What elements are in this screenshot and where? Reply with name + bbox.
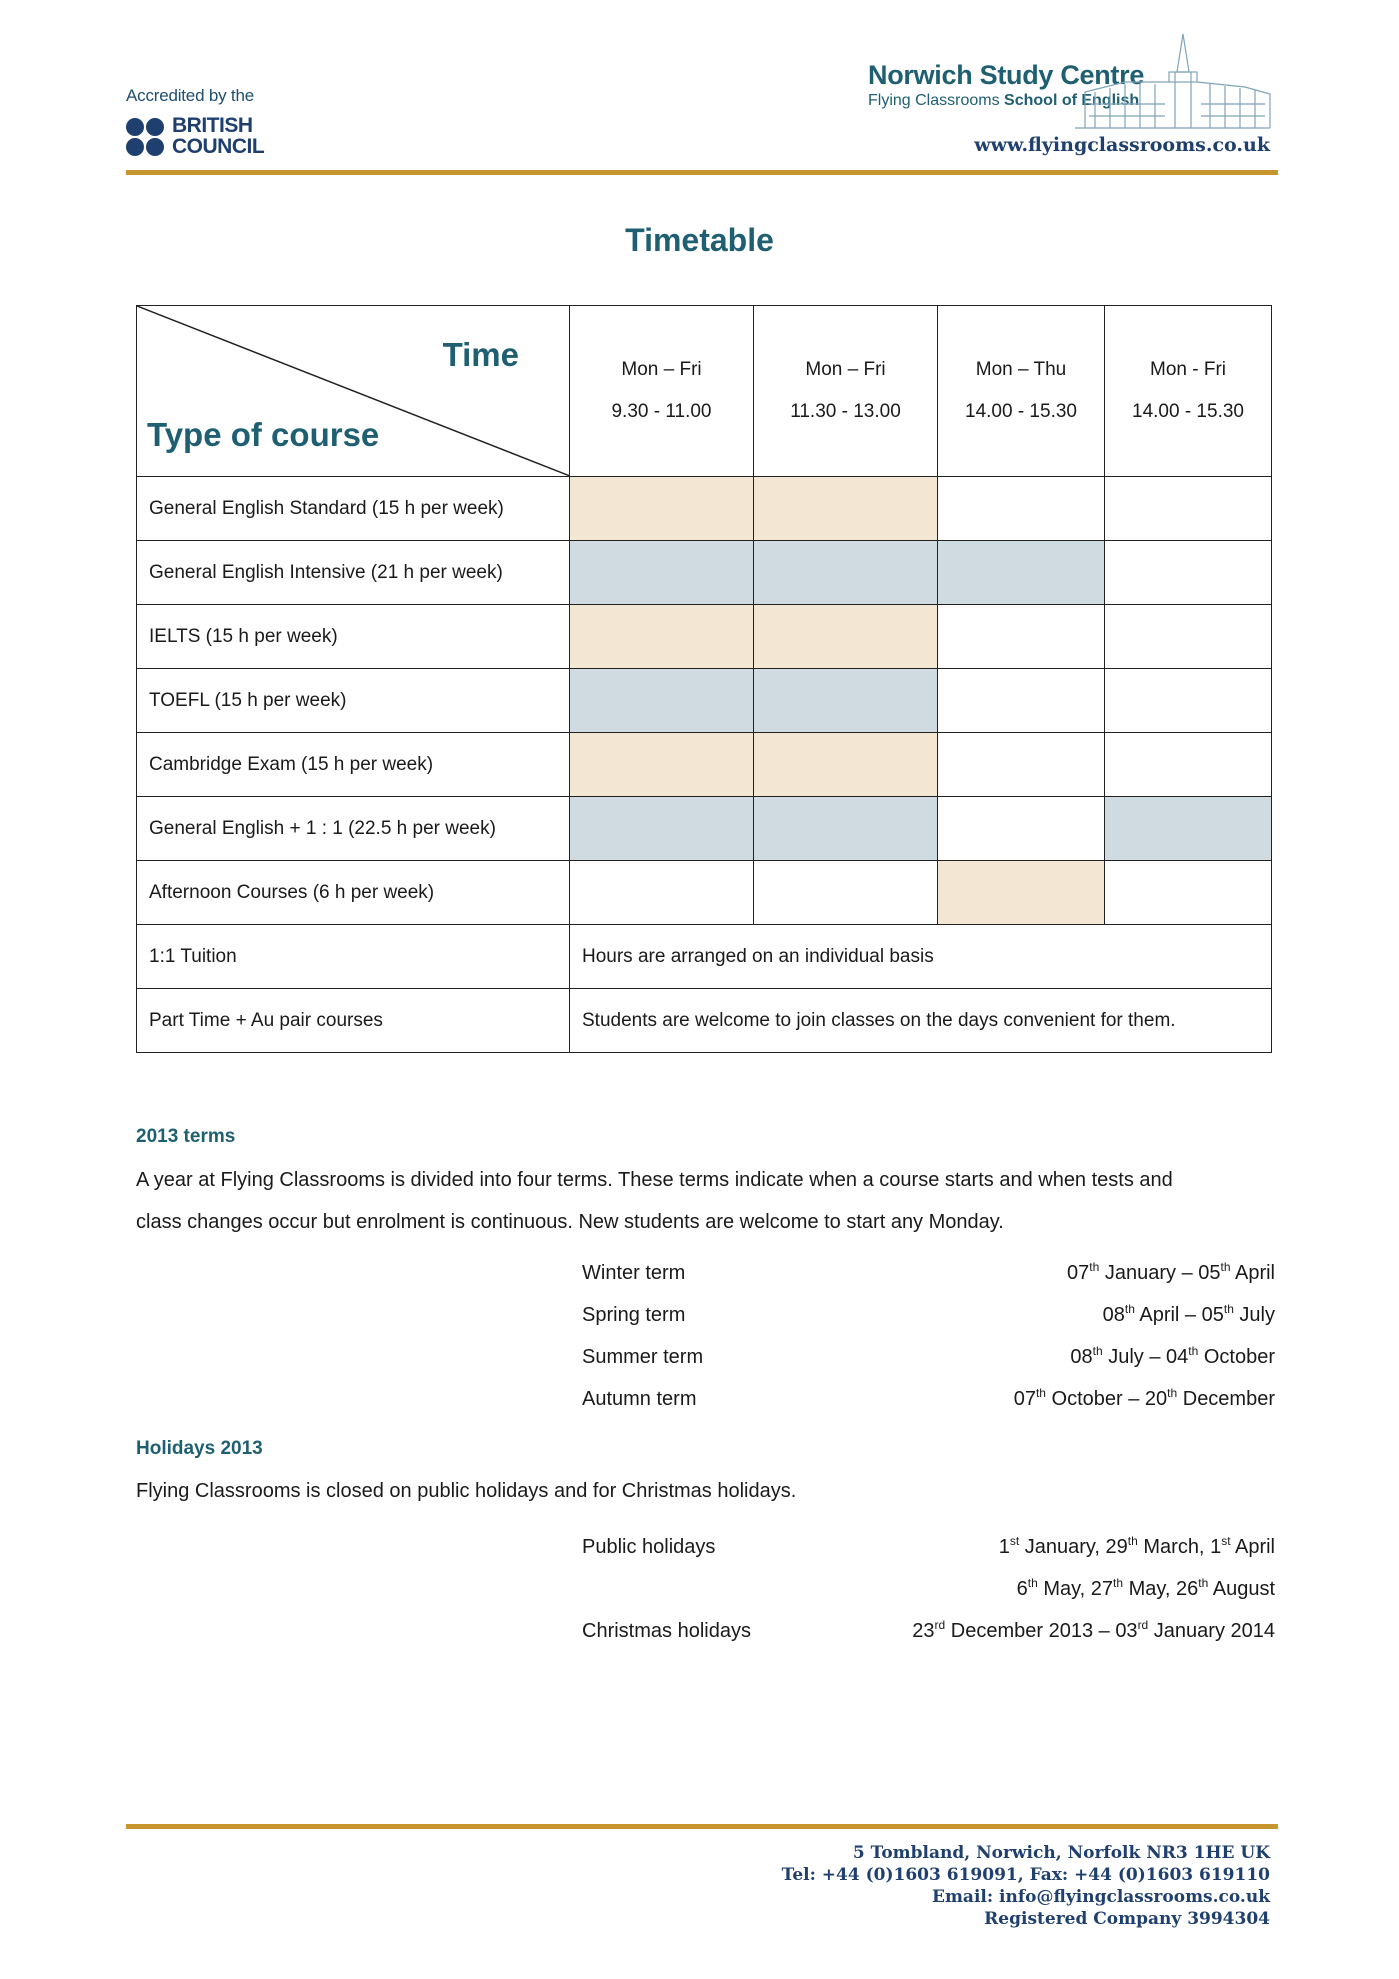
term-date-part: December xyxy=(1177,1388,1275,1410)
empty-slot xyxy=(1105,669,1272,733)
term-date-part: July – xyxy=(1102,1346,1167,1368)
timetable-row xyxy=(137,733,1272,797)
term-name: Autumn term xyxy=(582,1388,697,1410)
timetable-row xyxy=(137,861,1272,925)
term-date-part: th xyxy=(1089,1260,1100,1274)
terms-heading: 2013 terms xyxy=(136,1126,236,1147)
term-date-part: th xyxy=(1220,1260,1231,1274)
footer-address: 5 Tombland, Norwich, Norfolk NR3 1HE UK xyxy=(852,1843,1270,1863)
course-type-header: Type of course xyxy=(147,416,380,453)
footer-divider xyxy=(126,1824,1278,1829)
column-hours: 9.30 - 11.00 xyxy=(611,401,712,422)
scheduled-slot-tan xyxy=(570,477,754,541)
holiday-date-part: th xyxy=(1113,1576,1124,1590)
term-date-part: July xyxy=(1233,1304,1275,1326)
term-date-part: th xyxy=(1167,1386,1178,1400)
term-date-part: 20 xyxy=(1144,1388,1168,1410)
term-date-part: October – xyxy=(1045,1388,1145,1410)
term-dates xyxy=(780,1262,1275,1285)
term-date-part: 05 xyxy=(1198,1262,1221,1284)
term-date-part: 08 xyxy=(1102,1304,1125,1326)
british-council-line2: COUNCIL xyxy=(172,135,265,158)
empty-slot xyxy=(938,605,1105,669)
scheduled-slot-blue xyxy=(754,669,938,733)
public-holidays-line1 xyxy=(780,1536,1275,1559)
scheduled-slot-tan xyxy=(754,605,938,669)
term-name: Summer term xyxy=(582,1346,704,1368)
timetable-row xyxy=(137,541,1272,605)
scheduled-slot-tan xyxy=(570,605,754,669)
british-council-line1: BRITISH xyxy=(172,114,253,137)
term-dates xyxy=(780,1388,1275,1411)
holidays-paragraph: Flying Classrooms is closed on public holidays and for Christmas holidays. xyxy=(136,1480,797,1502)
column-days: Mon – Thu xyxy=(975,359,1067,380)
timetable-row xyxy=(137,797,1272,861)
course-name: General English Standard (15 h per week) xyxy=(137,477,570,541)
scheduled-slot-blue xyxy=(938,541,1105,605)
terms-paragraph-line2: class changes occur but enrolment is continuous. New students are welcome to start any Monday. xyxy=(136,1211,1004,1233)
footer-email[interactable]: Email: info@flyingclassrooms.co.uk xyxy=(931,1887,1270,1907)
timetable-row xyxy=(137,605,1272,669)
time-header: Time xyxy=(442,336,519,373)
timetable xyxy=(136,305,1272,1053)
holiday-date-part: rd xyxy=(1137,1618,1149,1632)
accredited-text: Accredited by the xyxy=(126,86,254,105)
term-date-part: th xyxy=(1092,1344,1103,1358)
scheduled-slot-tan xyxy=(754,477,938,541)
holiday-date-part: 23 xyxy=(912,1620,935,1642)
term-date-part: January – xyxy=(1099,1262,1199,1284)
empty-slot xyxy=(938,477,1105,541)
empty-slot xyxy=(754,861,938,925)
holiday-date-part: 26 xyxy=(1176,1578,1199,1600)
timetable-span-row xyxy=(137,925,1272,989)
term-name: Spring term xyxy=(582,1304,686,1326)
empty-slot xyxy=(1105,861,1272,925)
term-date-part: April – xyxy=(1134,1304,1202,1326)
empty-slot xyxy=(1105,477,1272,541)
scheduled-slot-tan xyxy=(570,733,754,797)
holiday-date-part: st xyxy=(1009,1534,1020,1548)
scheduled-slot-tan xyxy=(938,861,1105,925)
empty-slot xyxy=(1105,605,1272,669)
holiday-date-part: 6 xyxy=(1016,1578,1028,1600)
holiday-date-part: January, xyxy=(1019,1536,1106,1558)
column-hours: 14.00 - 15.30 xyxy=(965,401,1077,422)
term-date-part: April xyxy=(1230,1262,1275,1284)
holiday-date-part: 29 xyxy=(1105,1536,1128,1558)
course-name: IELTS (15 h per week) xyxy=(137,605,570,669)
cathedral-sketch-icon xyxy=(1065,32,1275,132)
timetable-header-row xyxy=(137,306,1272,477)
holiday-date-part: 1 xyxy=(998,1536,1010,1558)
column-days: Mon - Fri xyxy=(1150,359,1226,380)
christmas-holidays-dates xyxy=(780,1620,1275,1643)
course-name: 1:1 Tuition xyxy=(137,925,570,989)
column-hours: 11.30 - 13.00 xyxy=(790,401,901,422)
term-date-part: 07 xyxy=(1067,1262,1090,1284)
empty-slot xyxy=(1105,541,1272,605)
holiday-date-part: th xyxy=(1198,1576,1209,1590)
holiday-date-part: August xyxy=(1208,1578,1275,1600)
holidays-heading: Holidays 2013 xyxy=(136,1438,263,1459)
empty-slot xyxy=(570,861,754,925)
holiday-date-part: May, xyxy=(1037,1578,1091,1600)
british-council-logo xyxy=(126,116,276,160)
term-date-part: October xyxy=(1198,1346,1275,1368)
term-date-part: th xyxy=(1035,1386,1046,1400)
holiday-date-part: 03 xyxy=(1115,1620,1138,1642)
column-header-1 xyxy=(570,306,754,477)
term-dates xyxy=(780,1346,1275,1369)
empty-slot xyxy=(938,669,1105,733)
empty-slot xyxy=(938,797,1105,861)
course-name: Cambridge Exam (15 h per week) xyxy=(137,733,570,797)
public-holidays-line2 xyxy=(780,1578,1275,1601)
course-name: Afternoon Courses (6 h per week) xyxy=(137,861,570,925)
holiday-date-part: st xyxy=(1221,1534,1231,1548)
scheduled-slot-blue xyxy=(570,669,754,733)
footer-registered: Registered Company 3994304 xyxy=(984,1909,1270,1929)
page-title: Timetable xyxy=(625,222,774,258)
centre-subtitle-bold: School of English xyxy=(1004,92,1140,109)
holiday-date-part: rd xyxy=(934,1618,946,1632)
holiday-date-part: December 2013 – xyxy=(945,1620,1116,1642)
scheduled-slot-blue xyxy=(1105,797,1272,861)
holiday-date-part: 1 xyxy=(1210,1536,1222,1558)
term-date-part: 05 xyxy=(1201,1304,1224,1326)
holiday-date-part: May, xyxy=(1123,1578,1177,1600)
centre-name: Norwich Study Centre xyxy=(868,60,1145,90)
footer-phone: Tel: +44 (0)1603 619091, Fax: +44 (0)1603 619110 xyxy=(781,1865,1270,1885)
empty-slot xyxy=(1105,733,1272,797)
schedule-note: Hours are arranged on an individual basis xyxy=(570,925,1272,989)
column-header-4 xyxy=(1105,306,1272,477)
holiday-date-part: th xyxy=(1127,1534,1138,1548)
column-header-2 xyxy=(754,306,938,477)
course-name: TOEFL (15 h per week) xyxy=(137,669,570,733)
course-name: General English Intensive (21 h per week) xyxy=(137,541,570,605)
website-link[interactable]: www.flyingclassrooms.co.uk xyxy=(974,134,1270,156)
column-days: Mon – Fri xyxy=(621,359,702,380)
holiday-date-part: th xyxy=(1027,1576,1038,1590)
term-name: Winter term xyxy=(582,1262,686,1284)
scheduled-slot-blue xyxy=(570,797,754,861)
column-days: Mon – Fri xyxy=(805,359,886,380)
term-date-part: th xyxy=(1124,1302,1135,1316)
term-date-part: 08 xyxy=(1070,1346,1093,1368)
timetable-row xyxy=(137,669,1272,733)
holiday-date-part: March, xyxy=(1137,1536,1211,1558)
scheduled-slot-blue xyxy=(754,541,938,605)
timetable-span-row xyxy=(137,989,1272,1053)
schedule-note: Students are welcome to join classes on the days convenient for them. xyxy=(570,989,1272,1053)
term-date-part: 07 xyxy=(1013,1388,1036,1410)
term-date-part: 04 xyxy=(1166,1346,1189,1368)
empty-slot xyxy=(938,733,1105,797)
corner-header-cell xyxy=(137,306,570,477)
term-date-part: th xyxy=(1188,1344,1199,1358)
scheduled-slot-blue xyxy=(754,797,938,861)
terms-paragraph-line1: A year at Flying Classrooms is divided into four terms. These terms indicate when a course starts and when tests and xyxy=(136,1169,1173,1191)
holiday-date-part: April xyxy=(1230,1536,1275,1558)
holiday-date-part: January 2014 xyxy=(1148,1620,1275,1642)
term-dates xyxy=(780,1304,1275,1327)
header-divider xyxy=(126,170,1278,175)
christmas-holidays-label: Christmas holidays xyxy=(582,1620,751,1642)
holiday-date-part: 27 xyxy=(1090,1578,1114,1600)
column-hours: 14.00 - 15.30 xyxy=(1132,401,1244,422)
course-name: Part Time + Au pair courses xyxy=(137,989,570,1053)
term-date-part: th xyxy=(1223,1302,1234,1316)
scheduled-slot-blue xyxy=(570,541,754,605)
column-header-3 xyxy=(938,306,1105,477)
scheduled-slot-tan xyxy=(754,733,938,797)
public-holidays-label: Public holidays xyxy=(582,1536,716,1558)
centre-subtitle-plain: Flying Classrooms xyxy=(868,92,1000,109)
course-name: General English + 1 : 1 (22.5 h per week) xyxy=(137,797,570,861)
timetable-row xyxy=(137,477,1272,541)
british-council-dots-icon xyxy=(126,118,166,158)
